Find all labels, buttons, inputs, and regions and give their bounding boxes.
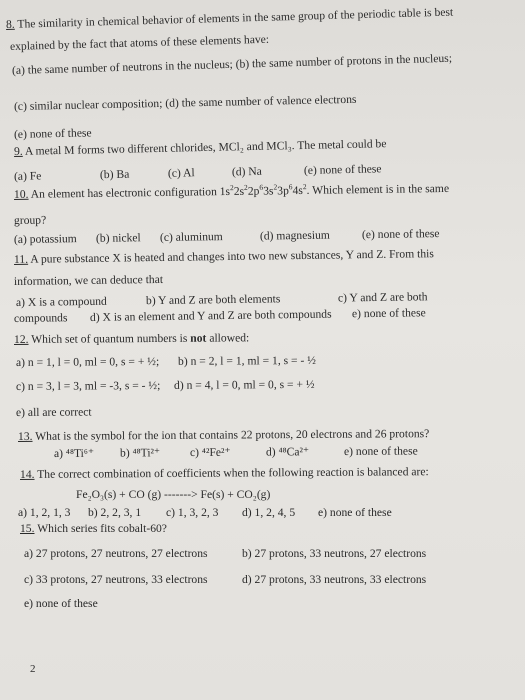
q15-option-a: a) 27 protons, 27 neutrons, 27 electrons	[24, 547, 208, 560]
q11-option-e: e) none of these	[351, 306, 426, 321]
q15-option-b: b) 27 protons, 33 neutrons, 27 electrons	[242, 547, 427, 560]
q14-line-1	[20, 465, 429, 482]
q11-option-c-cont: compounds	[13, 311, 68, 325]
q8-line-2: explained by the fact that atoms of these elements have:	[9, 32, 270, 53]
q9-option-a: (a) Fe	[13, 169, 42, 183]
q11-number: 11.	[13, 252, 29, 266]
q10-number: 10.	[13, 187, 29, 201]
q10-option-e: (e) none of these	[361, 227, 440, 242]
q12-number: 12.	[13, 332, 29, 346]
q9-text: A metal M forms two different chlorides, MCl₂ and MCl₃. The metal could be	[24, 137, 387, 158]
q14-number: 14.	[19, 467, 35, 481]
q10-option-b: (b) nickel	[95, 231, 141, 245]
q12-text-c: allowed:	[209, 331, 250, 345]
q11-text-1: A pure substance X is heated and changes into two new substances, Y and Z. From this	[30, 247, 434, 266]
q15-text: Which series fits cobalt-60?	[37, 522, 167, 535]
q10-option-c: (c) aluminum	[159, 230, 223, 244]
q12-option-e: e) all are correct	[15, 405, 92, 419]
q12-line-1	[14, 331, 249, 347]
q11-option-b: b) Y and Z are both elements	[145, 292, 281, 308]
q10-option-a: (a) potassium	[13, 232, 77, 246]
q8-number: 8.	[5, 17, 15, 31]
q8-line-3: (a) the same number of neutrons in the nucleus; (b) the same number of protons in the nucleus;	[11, 51, 453, 77]
q15-options-row-2	[24, 573, 504, 587]
q14-option-a: a) 1, 2, 1, 3	[18, 506, 71, 519]
q11-line-1	[14, 247, 434, 267]
q15-option-e: e) none of these	[24, 597, 98, 610]
q14-options	[18, 506, 518, 520]
q12-option-a: a) n = 1, l = 0, ml = 0, s = + ½;	[15, 355, 160, 369]
q11-line-2: information, we can deduce that	[13, 272, 164, 288]
page-number: 2	[30, 663, 36, 675]
q9-option-d: (d) Na	[231, 164, 263, 179]
q15-number: 15.	[20, 522, 35, 535]
q10-line-1: 10. An element has electronic configuration $1s^22s^22p^63s^23p^64s^2$. Which element is in the same	[13, 181, 450, 201]
q12-option-c: c) n = 3, l = 3, ml = -3, s = - ½;	[15, 378, 161, 393]
q13-option-d: d) ⁴⁸Ca²⁺	[265, 445, 310, 459]
q8-line-1	[6, 6, 454, 32]
q13-option-b: b) ⁴⁸Ti²⁺	[119, 446, 161, 460]
q14-option-b: b) 2, 2, 3, 1	[88, 506, 142, 519]
q15-option-c: c) 33 protons, 27 neutrons, 33 electrons	[24, 573, 208, 586]
q8-line-4: (c) similar nuclear composition; (d) the same number of valence electrons	[13, 92, 357, 113]
q11-option-c: c) Y and Z are both	[337, 290, 428, 305]
q14-option-c: c) 1, 3, 2, 3	[166, 506, 219, 519]
q14-option-e: e) none of these	[318, 506, 392, 519]
q8-text-1: The similarity in chemical behavior of elements in the same group of the periodic table is best	[17, 5, 454, 31]
q12-options-row-2	[16, 377, 516, 394]
q14-option-d: d) 1, 2, 4, 5	[242, 506, 296, 519]
q12-options-row-1	[16, 353, 516, 370]
q13-options	[54, 444, 494, 461]
q13-text: What is the symbol for the ion that contains 22 protons, 20 electrons and 26 protons?	[35, 427, 430, 443]
q11-option-a: a) X is a compound	[15, 294, 107, 309]
q12-option-b: b) n = 2, l = 1, ml = 1, s = - ½	[177, 353, 316, 368]
q15-option-d: d) 27 protons, 33 neutrons, 33 electrons	[242, 573, 427, 586]
q10-options	[14, 226, 514, 247]
q14-text: The correct combination of coefficients when the following reaction is balanced are:	[37, 465, 429, 481]
q8-line-5: (e) none of these	[13, 126, 92, 141]
q9-options	[14, 160, 514, 184]
q13-option-c: c) ⁴²Fe²⁺	[189, 445, 231, 460]
q9-number: 9.	[13, 144, 23, 158]
q12-text-not: not	[190, 331, 207, 345]
q12-option-d: d) n = 4, l = 0, ml = 0, s = + ½	[173, 377, 315, 392]
q9-option-c: (c) Al	[167, 166, 195, 180]
q14-equation: Fe₂O₃(s) + CO (g) -------> Fe(s) + CO₂(g)	[76, 488, 271, 501]
q13-line-1	[18, 427, 429, 444]
q10-text-post: . Which element is in the same	[306, 181, 450, 197]
q15-line-1	[20, 522, 167, 536]
q13-option-a: a) ⁴⁸Ti⁶⁺	[53, 446, 95, 460]
q11-option-d: d) X is an element and Y and Z are both compounds	[89, 307, 332, 324]
q13-number: 13.	[17, 429, 33, 443]
q12-text-a: Which set of quantum numbers is	[31, 331, 188, 346]
q13-option-e: e) none of these	[343, 444, 418, 458]
q10-text-pre: An element has electronic configuration 1s	[30, 184, 231, 201]
q10-option-d: (d) magnesium	[259, 228, 330, 243]
q10-line-2: group?	[13, 213, 47, 227]
q15-options-row-1	[24, 547, 504, 561]
q9-option-b: (b) Ba	[99, 167, 130, 182]
q9-option-e: (e) none of these	[303, 162, 382, 177]
